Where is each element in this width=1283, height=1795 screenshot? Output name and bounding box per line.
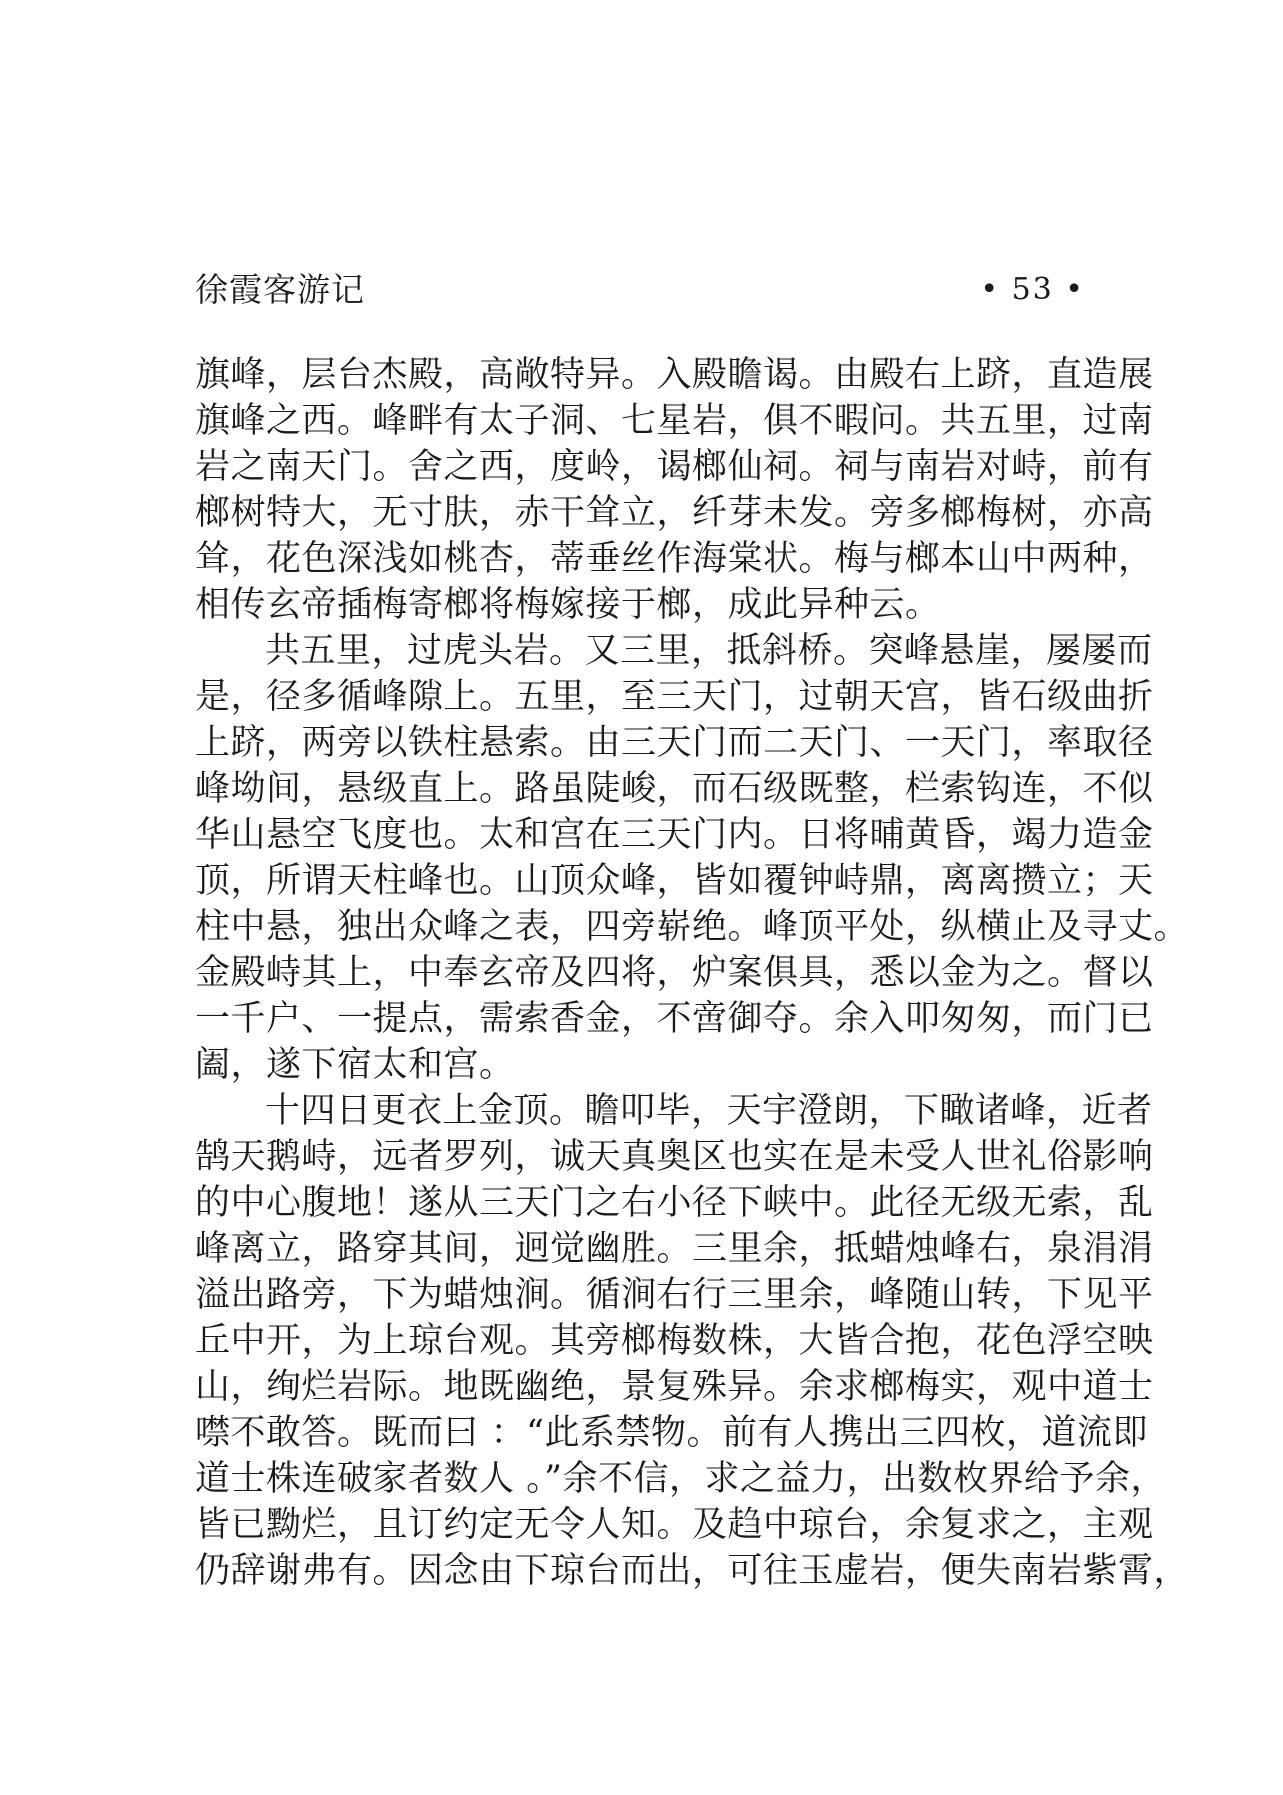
text-line: 的中心腹地！遂从三天门之右小径下峡中。此径无级无索，乱: [195, 1183, 1154, 1223]
text-line: 鹄天鹅峙，远者罗列，诚天真奥区也实在是未受人世礼俗影响: [195, 1137, 1154, 1177]
text-line: 旗峰之西。峰畔有太子洞、七星岩，俱不暇问。共五里，过南: [195, 401, 1154, 441]
text-line: 榔树特大，无寸肤，赤干耸立，纤芽未发。旁多榔梅树，亦高: [195, 493, 1154, 533]
text-line: 金殿峙其上，中奉玄帝及四将，炉案俱具，悉以金为之。督以: [195, 953, 1154, 993]
body-text: [195, 352, 1190, 1594]
text-line: 十四日更衣上金顶。瞻叩毕，天宇澄朗，下瞰诸峰，近者: [265, 1091, 1153, 1131]
text-line: 丘中开，为上琼台观。其旁榔梅数株，大皆合抱，花色浮空映: [195, 1321, 1154, 1361]
text-line: 顶，所谓天柱峰也。山顶众峰，皆如覆钟峙鼎，离离攒立；天: [195, 861, 1154, 901]
text-line: 山，绚烂岩际。地既幽绝，景复殊异。余求榔梅实，观中道士: [195, 1367, 1154, 1407]
text-line: 道士株连破家者数人 。”余不信，求之益力，出数枚界给予余，: [195, 1459, 1167, 1499]
book-title: 徐霞客游记: [195, 270, 365, 309]
text-line: 华山悬空飞度也。太和宫在三天门内。日将晡黄昏，竭力造金: [195, 815, 1154, 855]
text-line: 耸，花色深浅如桃杏，蒂垂丝作海棠状。梅与榔本山中两种，: [195, 539, 1154, 579]
text-line: 峰坳间，悬级直上。路虽陡峻，而石级既整，栏索钩连，不似: [195, 769, 1154, 809]
text-line: 共五里，过虎头岩。又三里，抵斜桥。突峰悬崖，屡屡而: [265, 631, 1153, 671]
text-line: 是，径多循峰隙上。五里，至三天门，过朝天宫，皆石级曲折: [195, 677, 1154, 717]
text-line: 相传玄帝插梅寄榔将梅嫁接于榔，成此异种云。: [195, 585, 941, 625]
text-line: 阖，遂下宿太和宫。: [195, 1045, 515, 1085]
page-number: • 53 •: [980, 272, 1085, 307]
text-line: 岩之南天门。舍之西，度岭，谒榔仙祠。祠与南岩对峙，前有: [195, 447, 1154, 487]
text-line: 一千户、一提点，需索香金，不啻御夺。余入叩匆匆，而门已: [195, 999, 1154, 1039]
running-header: [195, 268, 1085, 312]
text-line: 噤不敢答。既而曰 ：“此系禁物。前有人携出三四枚，道流即: [195, 1413, 1149, 1453]
text-line: 峰离立，路穿其间，迥觉幽胜。三里余，抵蜡烛峰右，泉涓涓: [195, 1229, 1154, 1269]
text-line: 柱中悬，独出众峰之表，四旁崭绝。峰顶平处，纵横止及寻丈。: [195, 907, 1190, 947]
text-line: 旗峰，层台杰殿，高敞特异。入殿瞻谒。由殿右上跻，直造展: [195, 355, 1154, 395]
text-line: 皆已黝烂，且订约定无令人知。及趋中琼台，余复求之，主观: [195, 1505, 1154, 1545]
text-line: 溢出路旁，下为蜡烛涧。循涧右行三里余，峰随山转，下见平: [195, 1275, 1154, 1315]
text-line: 仍辞谢弗有。因念由下琼台而出，可往玉虚岩，便失南岩紫霄，: [195, 1551, 1190, 1591]
text-line: 上跻，两旁以铁柱悬索。由三天门而二天门、一天门，率取径: [195, 723, 1154, 763]
